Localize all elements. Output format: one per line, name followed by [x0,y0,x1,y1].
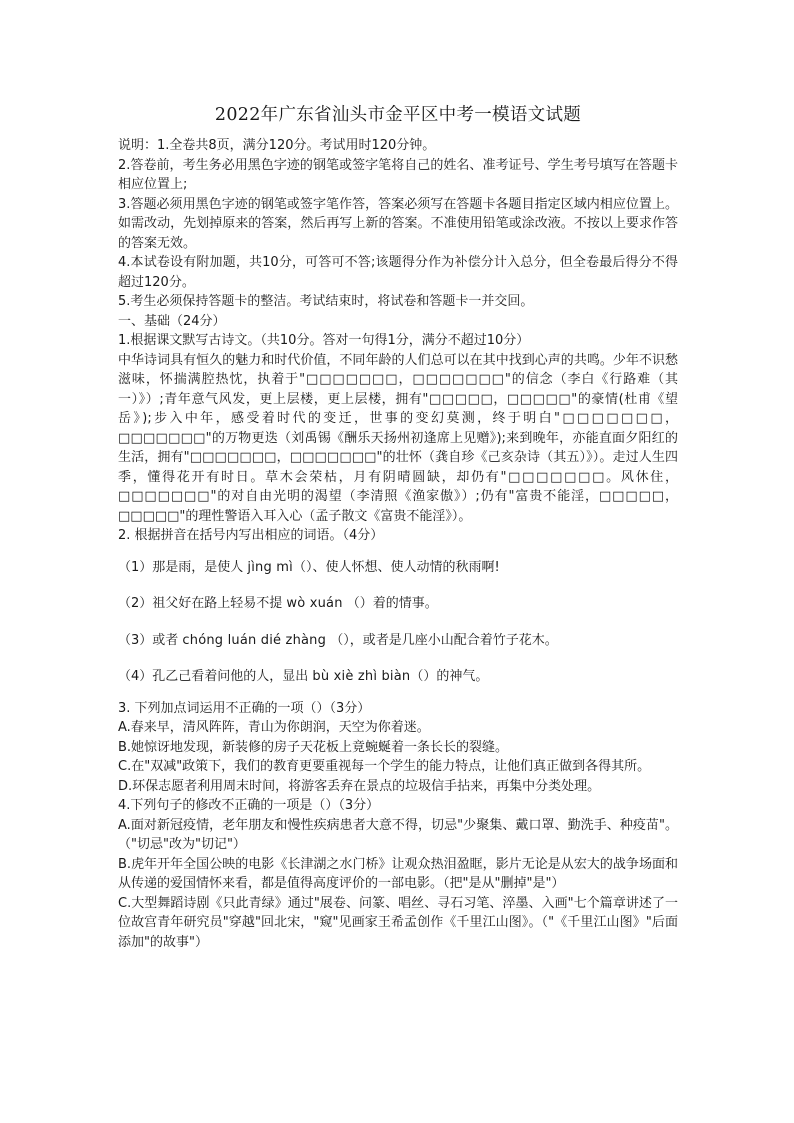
exam-page [118,103,678,952]
question-2 [118,526,678,687]
question-4 [118,796,678,952]
instruction-1: 说明：1.全卷共8页，满分120分。考试用时120分钟。 [118,138,436,153]
item-prefix: （4）孔乙己看着问他的人，显出 [118,669,313,684]
item-suffix: （）着的情事。 [342,596,438,611]
pinyin-text: jìng mì [247,559,293,575]
instruction-5: 5.考生必须保持答题卡的整洁。考试结束时，将试卷和答题卡一并交回。 [118,294,534,309]
item-suffix: （），或者是几座小山配合着竹子花木。 [326,632,558,648]
question-passage: 中华诗词具有恒久的魅力和时代价值，不同年龄的人们总可以在其中找到心声的共鸣。少年不识愁滋味，怀揣满腔热忱，执着于"□□□□□□□，□□□□□□□"的信念（李白《行路难（其一）》）;青年意气风发，更上层楼，更上层楼，拥有"□□□□□，□□□□□"的豪情(杜甫《望岳》);步入中年，感受着时代的变迁，世事的变幻莫测，终于明白"□□□□□□□，□□□□□□□"的万物更迭（刘禹锡《酬乐天扬州初逢席上见赠》);来到晚年，亦能直面夕阳红的生活，拥有"□□□□□□□，□□□□□□□"的壮怀（龚自珍《己亥杂诗（其五）》）。走过人生四季，懂得花开有时日。草木会荣枯，月有阴晴圆缺，却仍有"□□□□□□□。风休住，□□□□□□□"的对自由光明的渴望（李清照《渔家傲》）;仍有"富贵不能淫，□□□□□，□□□□□"的理性警语入耳入心（孟子散文《富贵不能淫》）。 [118,352,678,524]
section-heading: 一、基础（24分） [118,313,226,329]
instructions [118,136,678,312]
option-a: A.面对新冠疫情，老年朋友和慢性疾病患者大意不得，切忌"少聚集、戴口罩、勤洗手、种疫苗"。（"切忌"改为"切记"） [118,817,678,852]
pinyin-text: wò xuán [286,596,343,611]
pinyin-text: bù xiè zhì biàn [312,669,411,684]
q2-item-3 [118,631,678,651]
q2-item-4 [118,667,678,687]
instruction-3: 3.答题必须用黑色字迹的钢笔或签字笔作答，答案必须写在答题卡各题目指定区域内相应位置上。如需改动，先划掉原来的答案，然后再写上新的答案。不准使用铅笔或涂改液。不按以上要求作答的答案无效。 [118,196,678,251]
option-a: A.春来早，清风阵阵，青山为你朗润，天空为你着迷。 [118,720,430,735]
item-prefix: （2）祖父好在路上轻易不提 [118,596,287,611]
question-3 [118,699,678,797]
question-stem: 4.下列句子的修改不正确的一项是（）（3分） [118,798,380,813]
page-title: 2022年广东省汕头市金平区中考一模语文试题 [214,105,582,125]
option-c: C.大型舞蹈诗剧《只此青绿》通过"展卷、问篆、唱丝、寻石习笔、淬墨、入画"七个篇章讲述了一位故宫青年研究员"穿越"回北宋，"窥"见画家王希孟创作《千里江山图》。（"《千里江山图》"后面添加"的故事"） [118,895,678,950]
instruction-2: 2.答卷前，考生务必用黑色字迹的钢笔或签字笔将自己的姓名、准考证号、学生考号填写在答题卡相应位置上; [118,157,678,192]
pinyin-text: chóng luán dié zhàng [182,632,327,648]
q2-item-1 [118,558,678,578]
option-b: B.虎年开年全国公映的电影《长津湖之水门桥》让观众热泪盈眶，影片无论是从宏大的战争场面和从传递的爱国情怀来看，都是值得高度评价的一部电影。（把"是从"删掉"是"） [118,856,678,891]
question-stem: 1.根据课文默写古诗文。（共10分。答对一句得1分，满分不超过10分） [118,333,530,348]
item-prefix: （1）那是雨，是使人 [118,559,248,575]
question-stem: 2. 根据拼音在括号内写出相应的词语。（4分） [118,528,384,543]
option-d: D.环保志愿者利用周末时间，将游客丢弃在景点的垃圾信手拈来，再集中分类处理。 [118,778,601,794]
option-c: C.在"双减"政策下，我们的教育更要重视每一个学生的能力特点，让他们真正做到各得其所。 [118,759,651,774]
instruction-4: 4.本试卷设有附加题，共10分，可答可不答;该题得分作为补偿分计入总分，但全卷最后得分不得超过120分。 [118,255,678,290]
item-suffix: （）的神气。 [410,669,489,684]
item-suffix: （）、使人怀想、使人动情的秋雨啊! [292,559,500,575]
question-stem: 3. 下列加点词运用不正确的一项（）（3分） [118,700,371,716]
option-b: B.她惊讶地发现，新装修的房子天花板上竟蜿蜒着一条长长的裂缝。 [118,739,509,755]
question-1 [118,331,678,526]
q2-item-2 [118,594,678,614]
item-prefix: （3）或者 [118,632,183,648]
